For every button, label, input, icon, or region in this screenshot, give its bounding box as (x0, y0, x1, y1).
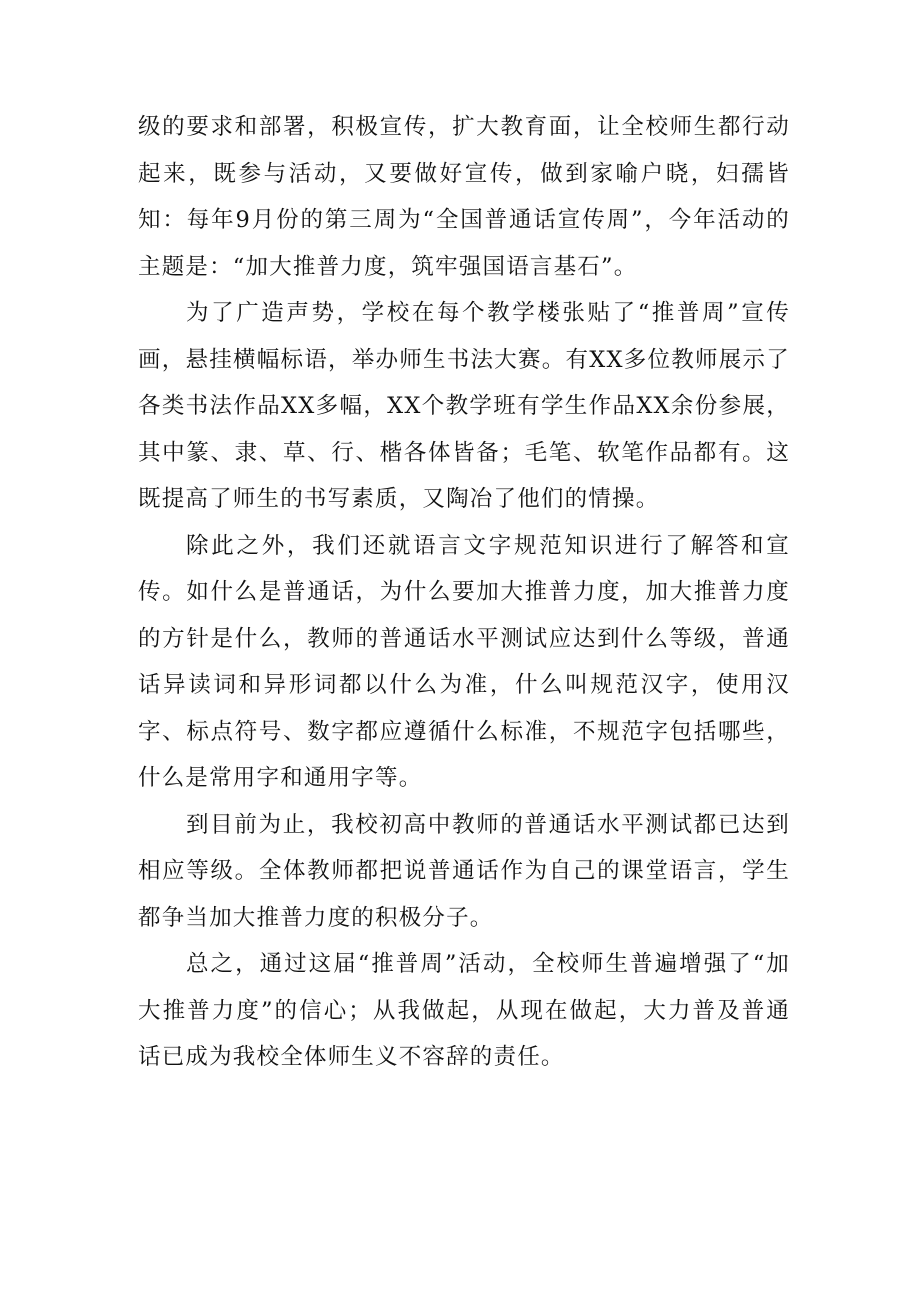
paragraph-continued: 级的要求和部署，积极宣传，扩大教育面，让全校师生都行动起来，既参与活动，又要做好宣传，做到家喻户晓，妇孺皆知：每年9月份的第三周为“全国普通话宣传周”，今年活动的主题是：“加大推普力度，筑牢强国语言基石”。 (138, 114, 790, 280)
paragraph-teacher-level: 到目前为止，我校初高中教师的普通话水平测试都已达到相应等级。全体教师都把说普通话作为自己的课堂语言，学生都争当加大推普力度的积极分子。 (138, 811, 790, 931)
paragraph-knowledge: 除此之外，我们还就语言文字规范知识进行了解答和宣传。如什么是普通话，为什么要加大推普力度，加大推普力度的方针是什么，教师的普通话水平测试应达到什么等级，普通话异读词和异形词都以什么为准，什么叫规范汉字，使用汉字、标点符号、数字都应遵循什么标准，不规范字包括哪些，什么是常用字和通用字等。 (138, 532, 790, 791)
paragraph-conclusion: 总之，通过这届“推普周”活动，全校师生普遍增强了“加大推普力度”的信心；从我做起，从现在做起，大力普及普通话已成为我校全体师生义不容辞的责任。 (138, 951, 790, 1070)
paragraph-publicity: 为了广造声势，学校在每个教学楼张贴了“推普周”宣传画，悬挂横幅标语，举办师生书法大赛。有XX多位教师展示了各类书法作品XX多幅，XX个教学班有学生作品XX余份参展，其中篆、隶、草、行、楷各体皆备；毛笔、软笔作品都有。这既提高了师生的书写素质，又陶冶了他们的情操。 (138, 300, 790, 512)
document-body (138, 104, 790, 1081)
